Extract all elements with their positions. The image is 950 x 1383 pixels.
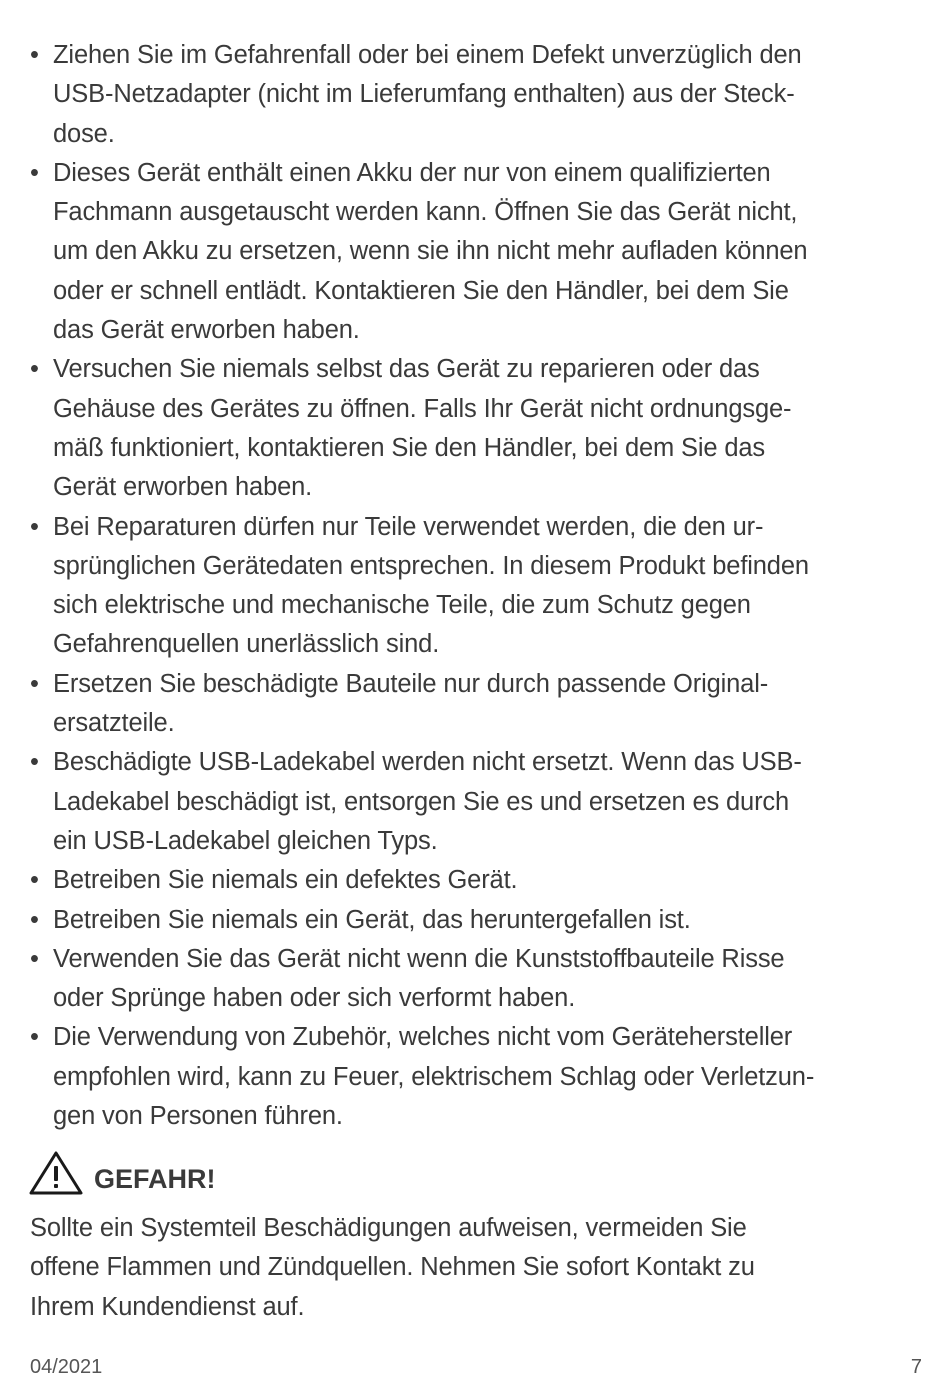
list-item [30,508,920,665]
list-item [30,940,920,1019]
bullet-dot: • [30,355,39,384]
list-item [30,36,920,154]
bullet-dot: • [30,41,39,69]
list-item-text: Betreiben Sie niemals ein defektes Gerät. [53,866,518,895]
bullet-dot: • [30,748,39,777]
list-item [30,350,920,507]
list-item-text: Ersetzen Sie beschädigte Bauteile nur durch passende Original- ersatzteile. [53,669,769,738]
warning-triangle-icon [28,1150,84,1196]
list-item-text: Beschädigte USB-Ladekabel werden nicht ersetzt. Wenn das USB- Ladekabel beschädigt ist, entsorgen Sie es und ersetzen es durch ein USB-Ladekabel gleichen Typs. [53,748,802,855]
bullet-dot: • [30,944,39,973]
bullet-dot: • [30,669,39,698]
list-item [30,665,920,744]
danger-heading [28,1150,216,1196]
bullet-dot: • [30,905,39,934]
safety-instructions-list [30,36,920,1136]
list-item-text: Versuchen Sie niemals selbst das Gerät zu reparieren oder das Gehäuse des Gerätes zu öffnen. Falls Ihr Gerät nicht ordnungsge- mäß funktioniert, kontaktieren Sie den Händler, bei dem Sie das Gerät erworben haben. [53,355,792,502]
danger-title: GEFAHR! [94,1163,216,1194]
list-item [30,154,920,350]
list-item [30,1018,920,1136]
list-item-text: Die Verwendung von Zubehör, welches nicht vom Gerätehersteller empfohlen wird, kann zu Feuer, elektrischem Schlag oder Verletzun- gen von Personen führen. [53,1023,815,1131]
list-item-text: Dieses Gerät enthält einen Akku der nur von einem qualifizierten Fachmann ausgetauscht werden kann. Öffnen Sie das Gerät nicht, um den Akku zu ersetzen, wenn sie ihn nicht mehr aufladen können oder er schnell entlädt. Kontaktieren Sie den Händler, bei dem Sie das Gerät erworben haben. [53,158,808,345]
bullet-dot: • [30,512,39,541]
list-item [30,901,920,940]
bullet-dot: • [30,158,39,187]
list-item-text: Betreiben Sie niemals ein Gerät, das heruntergefallen ist. [53,905,691,934]
list-item [30,743,920,861]
bullet-dot: • [30,866,39,895]
list-item-text: Verwenden Sie das Gerät nicht wenn die Kunststoffbauteile Risse oder Sprünge haben oder sich verformt haben. [53,944,785,1013]
bullet-dot: • [30,1023,39,1052]
footer-date: 04/2021 [30,1356,103,1378]
danger-text: Sollte ein Systemteil Beschädigungen aufweisen, vermeiden Sie offene Flammen und Zündquellen. Nehmen Sie sofort Kontakt zu Ihrem Kundendienst auf. [30,1214,755,1321]
list-item [30,861,920,900]
list-item-text: Bei Reparaturen dürfen nur Teile verwendet werden, die den ur- sprünglichen Gerätedaten entsprechen. In diesem Produkt befinden sich elektrische und mechanische Teile, die zum Schutz gegen Gefahrenquellen unerlässlich sind. [53,512,809,659]
page-number: 7 [910,1356,922,1378]
list-item-text: Ziehen Sie im Gefahrenfall oder bei einem Defekt unverzüglich den USB-Netzadapter (nicht im Lieferumfang enthalten) aus der Steck- dose. [53,41,802,148]
